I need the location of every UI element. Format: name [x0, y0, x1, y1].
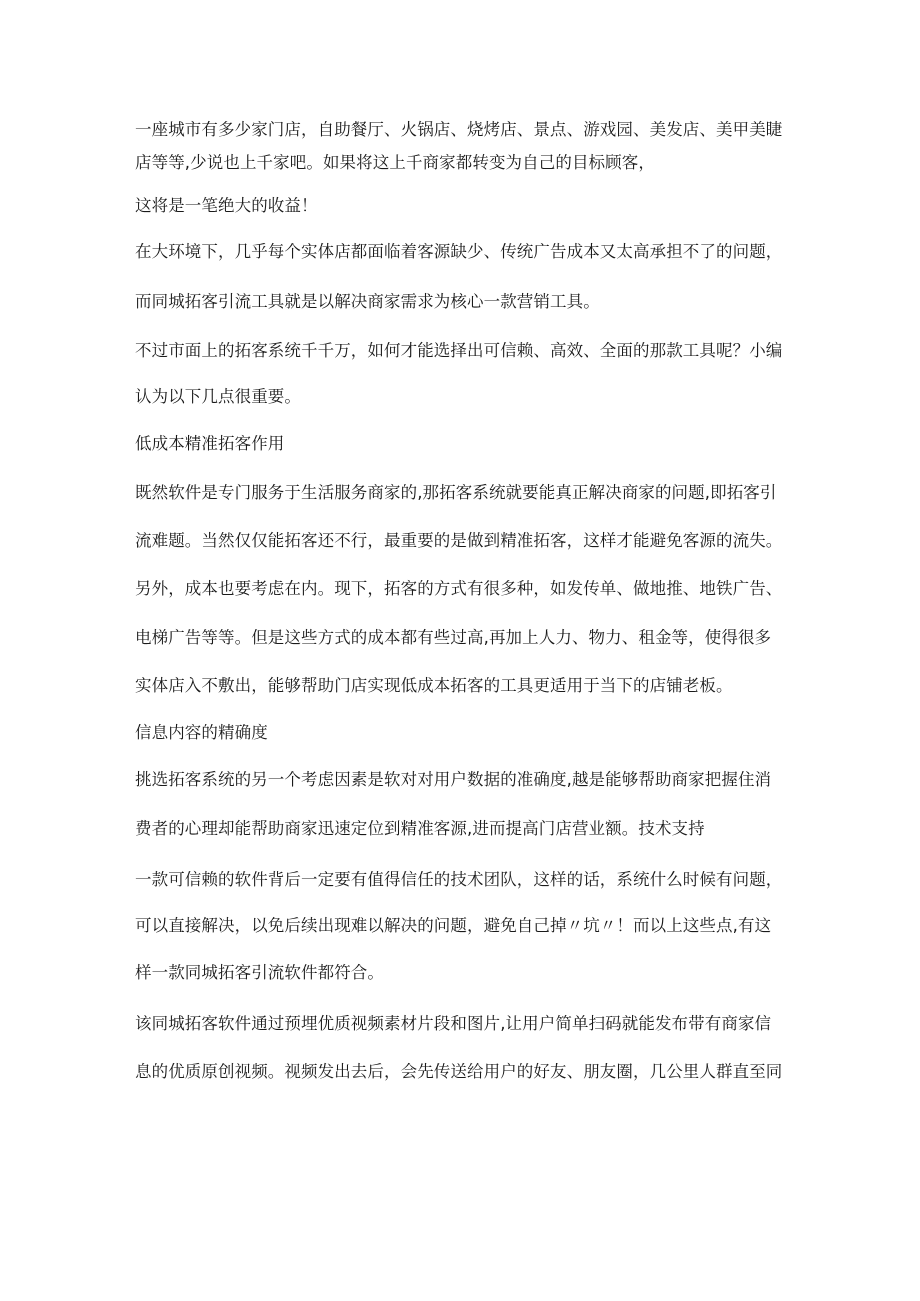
paragraph-line: 不过市面上的拓客系统千千万，如何才能选择出可信赖、高效、全面的那款工具呢？小编 — [135, 341, 783, 360]
paragraph-line: 认为以下几点很重要。 — [135, 387, 301, 406]
section-heading: 信息内容的精确度 — [135, 723, 268, 742]
paragraph-line: 一座城市有多少家门店，自助餐厅、火锅店、烧烤店、景点、游戏园、美发店、美甲美睫 — [135, 120, 783, 139]
paragraph-line: 费者的心理却能帮助商家迅速定位到精准客源,进而提高门店营业额。技术支持 — [135, 819, 705, 838]
paragraph-line: 流难题。当然仅仅能拓客还不行，最重要的是做到精准拓客，这样才能避免客源的流失。 — [135, 531, 783, 550]
section-heading: 低成本精准拓客作用 — [135, 434, 285, 453]
paragraph-line: 既然软件是专门服务于生活服务商家的,那拓客系统就要能真正解决商家的问题,即拓客引 — [135, 483, 777, 502]
paragraph-line: 而同城拓客引流工具就是以解决商家需求为核心一款营销工具。 — [135, 292, 600, 311]
paragraph-line: 该同城拓客软件通过预埋优质视频素材片段和图片,让用户简单扫码就能发布带有商家信 — [135, 1014, 772, 1033]
paragraph-line: 在大环境下，几乎每个实体店都面临着客源缺少、传统广告成本又太高承担不了的问题， — [135, 242, 783, 261]
paragraph-line: 实体店入不敷出，能够帮助门店实现低成本拓客的工具更适用于当下的店铺老板。 — [135, 676, 733, 695]
paragraph-line: 店等等,少说也上千家吧。如果将这上千商家都转变为自己的目标顾客， — [135, 153, 655, 172]
paragraph-line: 样一款同城拓客引流软件都符合。 — [135, 963, 384, 982]
paragraph-line: 一款可信赖的软件背后一定要有值得信任的技术团队，这样的话，系统什么时候有问题， — [135, 870, 783, 889]
paragraph-line: 息的优质原创视频。视频发出去后，会先传送给用户的好友、朋友圈，几公里人群直至同 — [135, 1062, 783, 1081]
paragraph-line: 可以直接解决，以免后续出现难以解决的问题，避免自己掉〃坑〃！而以上这些点,有这 — [135, 916, 772, 935]
paragraph-line: 挑选拓客系统的另一个考虑因素是软对对用户数据的准确度,越是能够帮助商家把握住消 — [135, 770, 772, 789]
paragraph-line: 这将是一笔绝大的收益！ — [135, 196, 318, 215]
paragraph-line: 另外，成本也要考虑在内。现下，拓客的方式有很多种，如发传单、做地推、地铁广告、 — [135, 579, 783, 598]
paragraph-line: 电梯广告等等。但是这些方式的成本都有些过高,再加上人力、物力、租金等，使得很多 — [135, 628, 772, 647]
